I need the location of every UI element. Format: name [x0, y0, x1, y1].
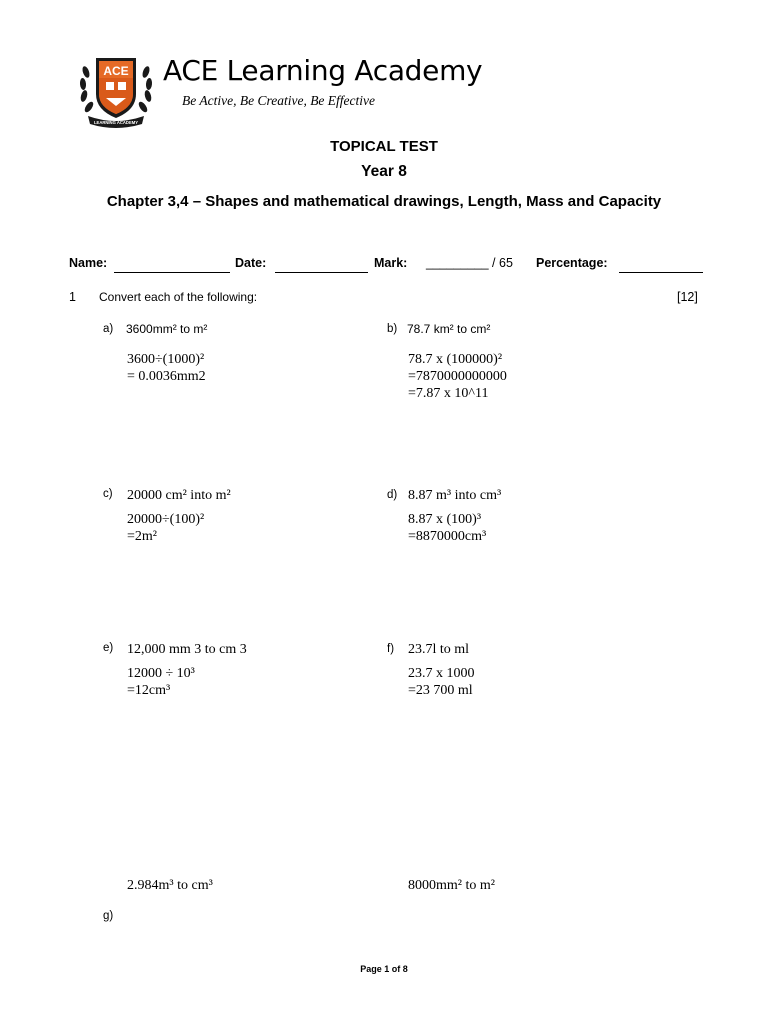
mark-field[interactable]: _________ / 65: [426, 256, 513, 270]
answer-line: =8870000cm³: [408, 529, 487, 544]
mark-label: Mark:: [374, 256, 408, 270]
part-b-answer[interactable]: [408, 351, 507, 402]
test-title: TOPICAL TEST: [330, 138, 438, 155]
part-c-answer[interactable]: [127, 511, 204, 545]
answer-line: 20000÷(100)²: [127, 512, 205, 527]
academy-tagline: Be Active, Be Creative, Be Effective: [182, 93, 376, 108]
part-c-label: c): [103, 488, 113, 500]
date-label: Date:: [235, 256, 267, 270]
answer-line: 78.7 x (100000)²: [408, 352, 503, 367]
part-g-prompt-right: 8000mm² to m²: [408, 878, 495, 893]
answer-line: 3600÷(1000)²: [127, 352, 205, 367]
part-f-label: f): [387, 643, 395, 655]
answer-line: =12cm³: [127, 683, 171, 698]
part-e-label: e): [103, 642, 114, 654]
academy-name: ACE Learning Academy: [163, 54, 483, 87]
percentage-label: Percentage:: [536, 256, 608, 270]
logo-text: ACE: [103, 64, 129, 78]
part-d-answer[interactable]: [408, 511, 486, 545]
part-b-label: b): [387, 323, 398, 335]
question-number: 1: [69, 290, 76, 304]
logo-banner-text: LEARNING ACADEMY: [93, 120, 139, 125]
name-field[interactable]: [114, 272, 230, 273]
page-number: Page 1 of 8: [360, 964, 408, 974]
answer-line: =2m²: [127, 529, 157, 544]
part-d-label: d): [387, 489, 398, 501]
answer-line: 12000 ÷ 10³: [127, 666, 195, 681]
answer-line: 23.7 x 1000: [408, 666, 475, 681]
percentage-field[interactable]: [619, 272, 703, 273]
part-g-prompt-left: 2.984m³ to cm³: [127, 878, 213, 893]
part-f-answer[interactable]: [408, 665, 475, 699]
question-text: Convert each of the following:: [99, 290, 258, 304]
part-f-prompt: 23.7l to ml: [408, 642, 470, 657]
part-g-label: g): [103, 910, 114, 922]
test-chapter: Chapter 3,4 – Shapes and mathematical drawings, Length, Mass and Capacity: [106, 193, 662, 210]
name-label: Name:: [69, 256, 108, 270]
answer-line: =7.87 x 10^11: [408, 386, 489, 401]
question-marks: [12]: [677, 290, 698, 304]
part-b-prompt: 78.7 km² to cm²: [407, 322, 491, 336]
answer-line: =7870000000000: [408, 369, 507, 384]
part-a-answer[interactable]: [127, 351, 206, 385]
part-c-prompt: 20000 cm² into m²: [127, 488, 231, 503]
answer-line: 8.87 x (100)³: [408, 512, 482, 527]
date-field[interactable]: [275, 272, 368, 273]
part-e-answer[interactable]: [127, 665, 195, 699]
part-e-prompt: 12,000 mm 3 to cm 3: [127, 642, 247, 657]
answer-line: = 0.0036mm2: [127, 369, 206, 384]
part-a-prompt: 3600mm² to m²: [126, 322, 208, 336]
answer-line: =23 700 ml: [408, 683, 473, 698]
test-year: Year 8: [361, 163, 407, 180]
academy-logo: [76, 54, 156, 130]
part-a-label: a): [103, 323, 114, 335]
part-d-prompt: 8.87 m³ into cm³: [408, 488, 502, 503]
